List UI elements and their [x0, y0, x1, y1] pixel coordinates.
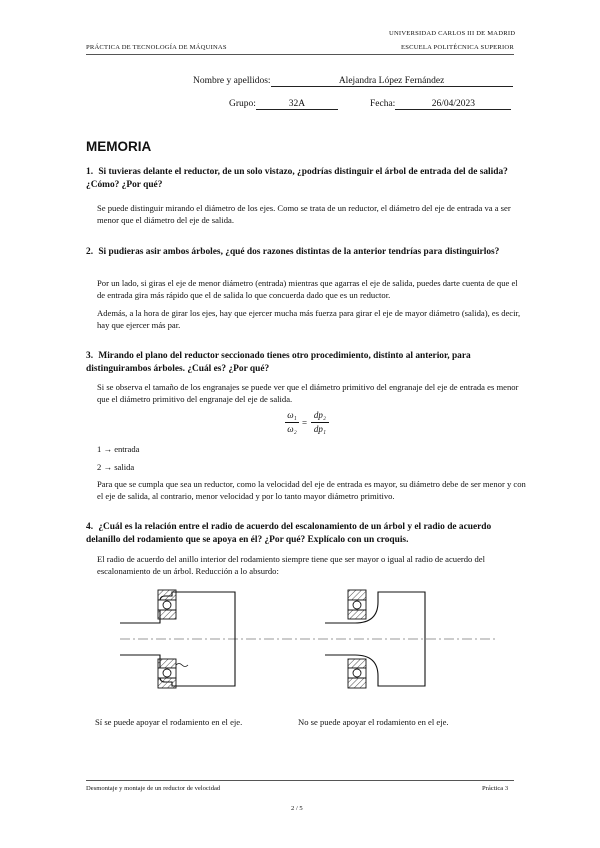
- question-number: 1.: [86, 167, 94, 177]
- answer-2-p1: Por un lado, si giras el eje de menor diámetro (entrada) mientras que agarras el eje de salida, puedes darte cuenta de que el de entrada gira más rápido que el de salida lo que concuerda dado que es un reductor.: [97, 278, 518, 300]
- question-2: [86, 246, 526, 259]
- answer-3-p1: Si se observa el tamaño de los engranajes se puede ver que el diámetro primitivo del engranaje del eje de entrada es menor que el diámetro primitivo del engranaje del eje de salida.: [97, 382, 519, 404]
- bearing-sketches: [120, 588, 500, 698]
- date-row: [370, 99, 511, 110]
- question-text: Mirando el plano del reductor seccionado tienes otro procedimiento, distinto al anterior, para distinguirambos árboles. ¿Cuál es? ¿Por qué?: [86, 351, 471, 374]
- formula-dp1: dp₁: [313, 424, 327, 434]
- date-label: Fecha:: [370, 99, 396, 109]
- name-value: Alejandra López Fernández: [271, 76, 513, 87]
- question-number: 4.: [86, 522, 94, 532]
- bearing-top-right: [348, 590, 366, 619]
- date-value: 26/04/2023: [395, 99, 511, 110]
- fraction-bar: [285, 422, 299, 423]
- footer-title: Desmontaje y montaje de un reductor de velocidad: [86, 785, 221, 792]
- answer-2-p2: Además, a la hora de girar los ejes, hay que ejercer mucha más fuerza para girar el eje de mayor diámetro (salida), es decir, hay que ejercer más par.: [97, 308, 521, 330]
- question-number: 3.: [86, 351, 94, 361]
- fillet-mark: [176, 664, 188, 667]
- question-text: Si pudieras asir ambos árboles, ¿qué dos razones distintas de la anterior tendrías para distinguirlos?: [98, 247, 500, 257]
- name-label: Nombre y apellidos:: [193, 76, 271, 86]
- question-text: Si tuvieras delante el reductor, de un solo vistazo, ¿podrías distinguir el árbol de entrada del de salida? ¿Cómo? ¿Por qué?: [86, 167, 508, 190]
- bearing-top-left: [158, 590, 176, 619]
- group-value: 32A: [256, 99, 338, 110]
- question-1: [86, 166, 526, 191]
- header-course: PRÁCTICA DE TECNOLOGÍA DE MÁQUINAS: [86, 44, 227, 51]
- answer-4: El radio de acuerdo del anillo interior del rodamiento siempre tiene que ser mayor o igual al radio de acuerdo del escalonamiento de un árbol. Reducción a lo absurdo:: [97, 554, 486, 576]
- formula-rhs: [311, 410, 329, 435]
- formula-equals: =: [302, 418, 308, 428]
- page-number: 2 / 5: [291, 805, 303, 812]
- header-rule: [86, 54, 514, 55]
- answer-3-p2: Para que se cumpla que sea un reductor, como la velocidad del eje de entrada es mayor, su diámetro debe de ser menor y con el eje de salida, al contrario, menor velocidad y por lo tanto mayor diámetro primitivo.: [97, 479, 526, 501]
- footer-rule: [86, 780, 514, 781]
- question-number: 2.: [86, 247, 94, 257]
- header-school: ESCUELA POLITÉCNICA SUPERIOR: [401, 44, 514, 51]
- question-text: ¿Cuál es la relación entre el radio de acuerdo del escalonamiento de un árbol y el radio de acuerdo delanillo del rodamiento que se apoya en él? ¿Por qué? Explícalo con un croquis.: [86, 522, 492, 545]
- footer-practice: Práctica 3: [482, 785, 509, 792]
- bearing-bottom-right: [348, 659, 366, 688]
- header-university: UNIVERSIDAD CARLOS III DE MADRID: [389, 30, 516, 37]
- name-row: [193, 76, 513, 87]
- caption-left: Sí se puede apoyar el rodamiento en el eje.: [95, 717, 243, 727]
- section-title: MEMORIA: [86, 139, 152, 154]
- answer-1: Se puede distinguir mirando el diámetro de los ejes. Como se trata de un reductor, el diámetro del eje de entrada va a ser menor que el diámetro del eje de salida.: [97, 203, 511, 225]
- formula-lhs: [285, 410, 299, 435]
- question-4: [86, 521, 526, 546]
- formula-dp2: dp₂: [313, 410, 327, 420]
- list-item-input: 1 → entrada: [97, 444, 140, 454]
- bearing-bottom-left: [158, 659, 176, 688]
- caption-right: No se puede apoyar el rodamiento en el eje.: [298, 717, 449, 727]
- group-label: Grupo:: [229, 99, 256, 109]
- formula-omega2: ω₂: [287, 424, 297, 434]
- group-row: [229, 99, 338, 110]
- question-3: [86, 350, 526, 375]
- formula-omega1: ω₁: [287, 410, 297, 420]
- fraction-bar: [311, 422, 329, 423]
- list-item-output: 2 → salida: [97, 462, 135, 472]
